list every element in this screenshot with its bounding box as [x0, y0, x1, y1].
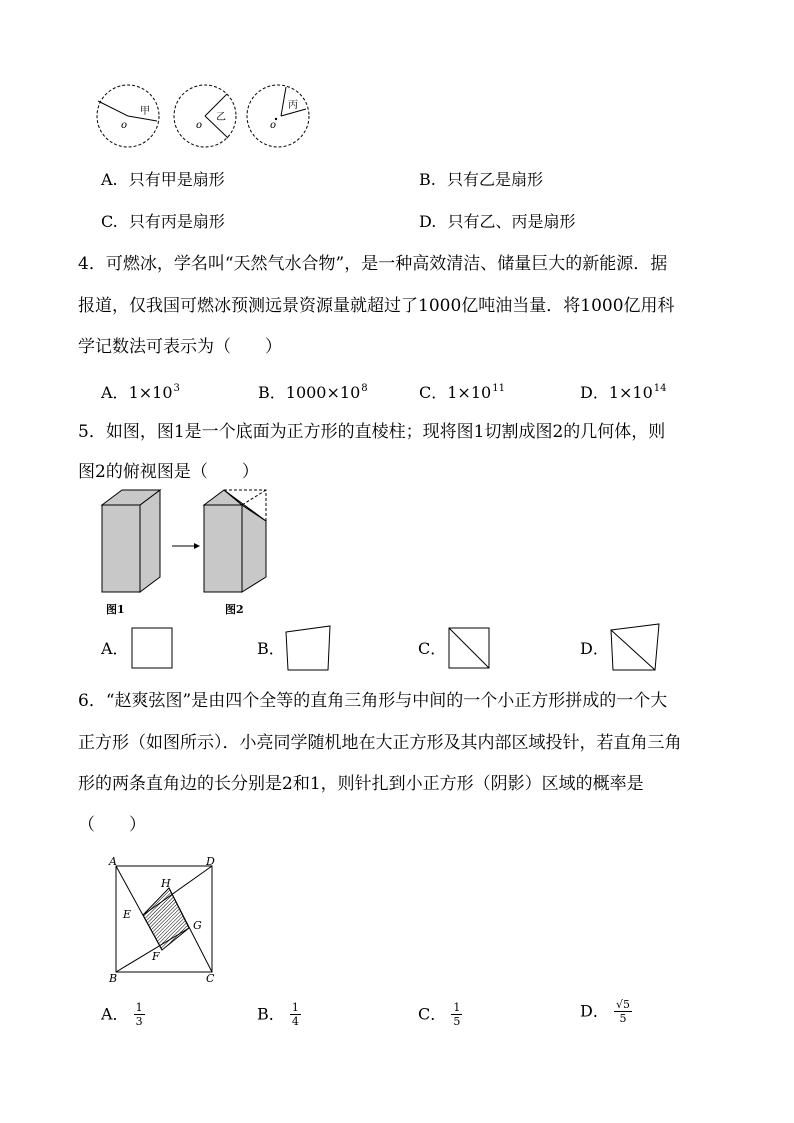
option-letter: B． — [257, 1004, 285, 1024]
q6-option-a — [101, 1001, 145, 1028]
label-c: C — [206, 972, 215, 985]
option-text: 只有乙是扇形 — [446, 170, 543, 189]
option-fraction — [290, 1001, 301, 1028]
circle-yi-label: 乙 — [216, 112, 226, 123]
option-text: 只有甲是扇形 — [128, 170, 225, 189]
fraction-denominator: 5 — [453, 1015, 461, 1028]
fraction-denominator: 4 — [291, 1015, 299, 1028]
label-g: G — [193, 919, 202, 932]
q3-option-d — [419, 211, 575, 233]
option-letter: C． — [418, 1004, 447, 1024]
option-base: 1000×10 — [285, 383, 361, 402]
option-fraction — [451, 1001, 462, 1028]
option-fraction — [134, 1001, 145, 1028]
option-letter: A. — [101, 170, 118, 189]
option-base: 1×10 — [608, 383, 653, 402]
q6-stem-line1: 6．“赵爽弦图”是由四个全等的直角三角形与中间的一个小正方形拼成的一个大 — [78, 691, 668, 711]
q5-option-d-letter: D． — [580, 639, 609, 658]
label-f: F — [152, 950, 160, 963]
q4-option-a — [101, 378, 180, 404]
q4-stem-line3: 学记数法可表示为（ ） — [78, 337, 282, 357]
option-text: 只有丙是扇形 — [128, 212, 225, 231]
q6-option-b — [257, 1001, 301, 1028]
option-letter: A． — [101, 383, 129, 402]
option-exponent: 3 — [173, 383, 180, 394]
option-exponent: 8 — [361, 383, 368, 394]
q4-option-d — [580, 378, 667, 404]
option-base: 1×10 — [128, 383, 173, 402]
label-e: E — [123, 908, 132, 921]
option-letter: A． — [101, 1004, 129, 1024]
q5-stem-line2: 图2的俯视图是（ ） — [78, 462, 259, 482]
option-letter: B． — [258, 383, 286, 402]
label-d: D — [206, 855, 215, 868]
circle-bing-center: o — [270, 120, 277, 131]
q5-option-c-square-diagonal — [447, 626, 493, 672]
circle-jia-center: o — [121, 120, 128, 131]
option-letter: B. — [419, 170, 436, 189]
option-letter: C. — [101, 212, 118, 231]
option-letter: C． — [419, 383, 448, 402]
fraction-denominator: 3 — [135, 1015, 143, 1028]
q3-sector-figure — [95, 80, 320, 155]
circle-bing — [247, 85, 309, 147]
q3-option-a — [101, 169, 225, 191]
q3-option-b — [419, 169, 543, 191]
q5-stem-line1: 5．如图，图1是一个底面为正方形的直棱柱；现将图1切割成图2的几何体，则 — [78, 422, 666, 442]
zhaoshuang-figure — [105, 852, 230, 987]
q5-option-a-square — [130, 626, 176, 672]
fraction-numerator: 1 — [453, 1001, 461, 1014]
q5-option-d-quad-diagonal — [609, 622, 663, 674]
fraction-numerator: 1 — [291, 1001, 299, 1014]
q4-stem-line1: 4．可燃冰，学名叫“天然气水合物”，是一种高效清洁、储量巨大的新能源．据 — [78, 254, 668, 274]
q5-option-a-letter: A． — [101, 639, 129, 658]
option-exponent: 14 — [653, 383, 667, 394]
q6-option-d — [580, 998, 632, 1025]
option-exponent: 11 — [492, 383, 505, 394]
q3-option-c — [101, 211, 225, 233]
q6-stem-line2: 正方形（如图所示）．小亮同学随机地在大正方形及其内部区域投针，若直角三角 — [78, 733, 682, 753]
circle-yi-center: o — [196, 120, 203, 131]
option-text: 只有乙、丙是扇形 — [447, 212, 576, 231]
q4-stem-line2: 报道，仅我国可燃冰预测远景资源量就超过了1000亿吨油当量．将1000亿用科 — [78, 296, 675, 316]
circle-bing-label: 丙 — [288, 100, 298, 111]
option-fraction — [614, 998, 632, 1025]
circle-jia-label: 甲 — [140, 106, 150, 117]
label-h: H — [161, 877, 171, 890]
q6-option-c — [418, 1001, 462, 1028]
fig1-label: 图1 — [106, 603, 125, 616]
fraction-numerator: √5 — [615, 998, 630, 1011]
label-a: A — [109, 855, 117, 868]
q5-option-c-letter: C． — [418, 639, 447, 658]
q5-prism-figure — [95, 488, 280, 623]
option-letter: D． — [580, 1001, 609, 1021]
label-b: B — [109, 972, 118, 985]
q4-option-c — [419, 378, 505, 404]
option-base: 1×10 — [447, 383, 492, 402]
q5-option-b-quad — [284, 624, 334, 674]
fig2-label: 图2 — [225, 603, 244, 616]
q6-stem-line4: （ ） — [78, 815, 146, 835]
q6-stem-line3: 形的两条直角边的长分别是2和1，则针扎到小正方形（阴影）区域的概率是 — [78, 774, 644, 794]
fraction-numerator: 1 — [135, 1001, 143, 1014]
option-letter: D． — [580, 383, 609, 402]
fraction-denominator: 5 — [619, 1012, 627, 1025]
option-letter: D. — [419, 212, 437, 231]
q5-option-b-letter: B． — [257, 639, 285, 658]
q4-option-b — [258, 378, 368, 404]
